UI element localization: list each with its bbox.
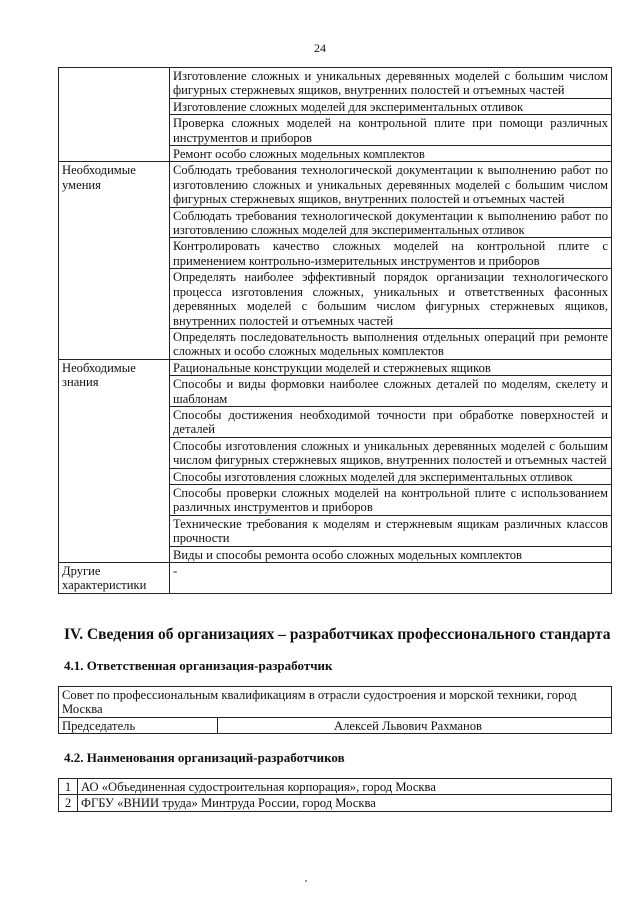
org-name-cell: Совет по профессиональным квалификациям в отрасли судостроения и морской техники, город Москва: [59, 687, 612, 718]
org-head-row: [59, 717, 612, 733]
category-cell: Другие характеристики: [59, 563, 170, 594]
table-row: [59, 563, 612, 594]
table-row: [59, 359, 612, 375]
developer-row: [59, 779, 612, 795]
category-cell: Необходимые знания: [59, 359, 170, 562]
developer-number: 1: [59, 779, 78, 795]
person-cell: Алексей Львович Рахманов: [218, 717, 612, 733]
item-cell: Способы и виды формовки наиболее сложных деталей по моделям, скелету и шаблонам: [170, 376, 612, 407]
item-cell: Рациональные конструкции моделей и стержневых ящиков: [170, 359, 612, 375]
org-name-row: [59, 687, 612, 718]
developer-name: ФГБУ «ВНИИ труда» Минтруда России, город Москва: [78, 795, 612, 811]
item-cell: Способы достижения необходимой точности при обработке поверхностей и деталей: [170, 406, 612, 437]
item-cell: Изготовление сложных моделей для экспериментальных отливок: [170, 98, 612, 114]
item-cell: Проверка сложных моделей на контрольной плите при помощи различных инструментов и приборов: [170, 115, 612, 146]
developer-name: АО «Объединенная судостроительная корпорация», город Москва: [78, 779, 612, 795]
position-cell: Председатель: [59, 717, 218, 733]
item-cell: Способы проверки сложных моделей на контрольной плите с использованием различных инструментов и приборов: [170, 484, 612, 515]
section-heading: IV. Сведения об организациях – разработчиках профессионального стандарта: [64, 626, 611, 643]
developer-row: [59, 795, 612, 811]
item-cell: Изготовление сложных и уникальных деревянных моделей с большим числом фигурных стержневых ящиков, внутренних полостей и отъемных частей: [170, 68, 612, 99]
item-cell: Соблюдать требования технологической документации к выполнению работ по изготовлению сложных и уникальных деревянных моделей с большим числом фигурных стержневых ящиков, внутренних полостей и отъемных частей: [170, 162, 612, 207]
item-cell: Контролировать качество сложных моделей на контрольной плите с применением контрольно-измерительных инструментов и приборов: [170, 238, 612, 269]
page-number: 24: [314, 41, 326, 55]
item-cell: Способы изготовления сложных и уникальных деревянных моделей с большим числом фигурных стержневых ящиков, внутренних полостей и отъемных частей: [170, 437, 612, 468]
table-row: [59, 68, 612, 99]
developer-number: 2: [59, 795, 78, 811]
item-cell: -: [170, 563, 612, 594]
table-row: [59, 162, 612, 207]
developers-heading: 4.2. Наименования организаций-разработчиков: [64, 750, 345, 765]
item-cell: Ремонт особо сложных модельных комплектов: [170, 146, 612, 162]
competency-table: [58, 67, 612, 594]
item-cell: Определять последовательность выполнения отдельных операций при ремонте сложных и особо сложных модельных комплектов: [170, 328, 612, 359]
item-cell: Виды и способы ремонта особо сложных модельных комплектов: [170, 546, 612, 562]
responsible-org-heading: 4.1. Ответственная организация-разработчик: [64, 658, 333, 673]
item-cell: Технические требования к моделям и стержневым ящикам различных классов прочности: [170, 515, 612, 546]
item-cell: Способы изготовления сложных моделей для экспериментальных отливок: [170, 468, 612, 484]
item-cell: Соблюдать требования технологической документации к выполнению работ по изготовлению сложных моделей для экспериментальных отливок: [170, 207, 612, 238]
scan-speck: [305, 880, 307, 882]
developers-table: [58, 778, 612, 812]
category-cell: [59, 68, 170, 162]
responsible-org-table: [58, 686, 612, 734]
category-cell: Необходимые умения: [59, 162, 170, 359]
item-cell: Определять наиболее эффективный порядок организации технологического процесса изготовления сложных, уникальных и ответственных фасонных деревянных моделей с большим числом фигурных стержневых ящиков, внутренних полостей и отъемных частей: [170, 269, 612, 329]
